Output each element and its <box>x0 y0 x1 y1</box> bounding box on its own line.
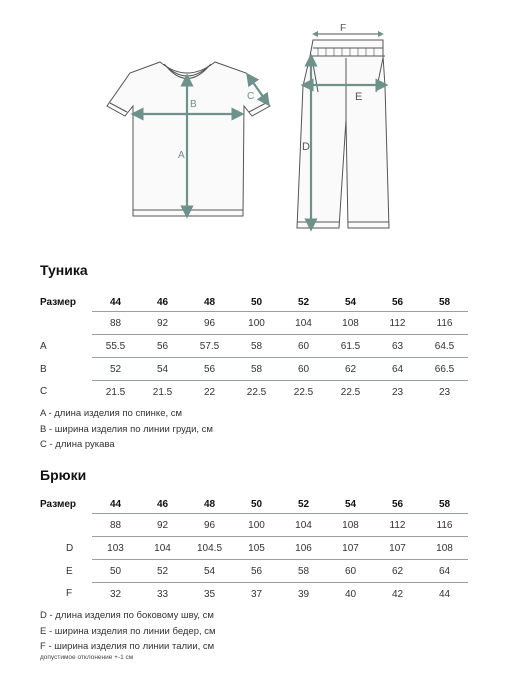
value-cell: 96 <box>186 514 233 537</box>
size-cell: 48 <box>186 293 233 312</box>
value-cell: 35 <box>203 588 216 600</box>
value-cell: 23 <box>391 386 404 398</box>
value-cell: 55.5 <box>92 335 139 358</box>
tolerance-note: допустимое отклонение +-1 см <box>40 654 134 661</box>
value-cell: 64 <box>421 560 468 583</box>
value-cell: 56 <box>186 358 233 381</box>
row-label: C <box>40 386 48 398</box>
pants-label-f: F <box>340 23 347 34</box>
value-cell: 64 <box>374 358 421 381</box>
size-cell: 48 <box>186 495 233 514</box>
legend-item: C - длина рукава <box>40 439 115 450</box>
legend-item: B - ширина изделия по линии груди, см <box>40 423 213 435</box>
table-row <box>40 358 468 381</box>
tunic-label-b: B <box>190 99 197 110</box>
row-label <box>40 514 92 537</box>
legend-item: E - ширина изделия по линии бедер, см <box>40 625 216 637</box>
value-cell: 52 <box>92 358 139 381</box>
pants-legend <box>40 608 216 655</box>
value-cell: 108 <box>327 514 374 537</box>
value-cell: 104.5 <box>186 537 233 560</box>
table-row <box>40 312 468 335</box>
value-cell: 61.5 <box>327 335 374 358</box>
value-cell: 21.5 <box>105 386 126 398</box>
legend-item: D - длина изделия по боковому шву, см <box>40 610 214 621</box>
size-cell: 46 <box>139 495 186 514</box>
row-label: A <box>40 340 47 352</box>
size-cell: 54 <box>327 293 374 312</box>
pants-size-table <box>40 495 468 605</box>
value-cell: 107 <box>374 537 421 560</box>
value-cell: 60 <box>280 335 327 358</box>
row-label: F <box>66 588 73 600</box>
value-cell: 112 <box>374 514 421 537</box>
value-cell: 60 <box>327 560 374 583</box>
tunic-title: Туника <box>40 262 88 278</box>
value-cell: 60 <box>280 358 327 381</box>
pants-label-d: D <box>302 141 310 153</box>
value-cell: 96 <box>186 312 233 335</box>
value-cell: 66.5 <box>421 358 468 381</box>
size-cell: 50 <box>233 495 280 514</box>
table-row <box>40 335 468 358</box>
table-header-label: Размер <box>40 296 77 308</box>
legend-item: A - длина изделия по спинке, см <box>40 408 183 419</box>
value-cell: 22.5 <box>246 386 267 398</box>
value-cell: 22 <box>203 386 216 398</box>
table-row <box>40 583 468 606</box>
size-cell: 54 <box>327 495 374 514</box>
value-cell: 56 <box>139 335 186 358</box>
value-cell: 88 <box>92 514 139 537</box>
value-cell: 39 <box>297 588 310 600</box>
pants-label-e: E <box>355 91 363 103</box>
tunic-legend <box>40 406 213 453</box>
size-cell: 46 <box>139 293 186 312</box>
size-cell: 56 <box>374 495 421 514</box>
value-cell: 40 <box>344 588 357 600</box>
value-cell: 116 <box>421 312 468 335</box>
value-cell: 58 <box>233 358 280 381</box>
value-cell: 105 <box>233 537 280 560</box>
value-cell: 103 <box>92 537 139 560</box>
value-cell: 33 <box>156 588 169 600</box>
value-cell: 57.5 <box>186 335 233 358</box>
value-cell: 92 <box>139 514 186 537</box>
size-cell: 52 <box>280 495 327 514</box>
table-header-label: Размер <box>40 498 77 510</box>
tunic-label-c: C <box>247 91 255 102</box>
value-cell: 54 <box>186 560 233 583</box>
value-cell: 56 <box>233 560 280 583</box>
size-cell: 50 <box>233 293 280 312</box>
table-row <box>40 514 468 537</box>
value-cell: 44 <box>438 588 451 600</box>
tunic-label-a: A <box>178 150 185 161</box>
value-cell: 104 <box>139 537 186 560</box>
garment-illustration <box>0 0 512 250</box>
value-cell: 62 <box>327 358 374 381</box>
value-cell: 106 <box>280 537 327 560</box>
value-cell: 64.5 <box>421 335 468 358</box>
size-cell: 44 <box>92 293 139 312</box>
value-cell: 58 <box>233 335 280 358</box>
value-cell: 63 <box>374 335 421 358</box>
value-cell: 21.5 <box>152 386 173 398</box>
size-cell: 44 <box>92 495 139 514</box>
size-cell: 52 <box>280 293 327 312</box>
value-cell: 58 <box>280 560 327 583</box>
table-row <box>40 560 468 583</box>
value-cell: 104 <box>280 312 327 335</box>
value-cell: 100 <box>233 312 280 335</box>
table-row <box>40 293 468 312</box>
tunic-size-table <box>40 293 468 403</box>
table-row <box>40 381 468 404</box>
value-cell: 104 <box>280 514 327 537</box>
value-cell: 50 <box>92 560 139 583</box>
value-cell: 22.5 <box>340 386 361 398</box>
size-cell: 56 <box>374 293 421 312</box>
tunic-drawing <box>107 62 270 216</box>
value-cell: 42 <box>391 588 404 600</box>
value-cell: 22.5 <box>293 386 314 398</box>
size-cell: 58 <box>421 495 468 514</box>
value-cell: 107 <box>327 537 374 560</box>
value-cell: 108 <box>421 537 468 560</box>
pants-title: Брюки <box>40 467 87 483</box>
table-row <box>40 537 468 560</box>
value-cell: 100 <box>233 514 280 537</box>
size-cell: 58 <box>421 293 468 312</box>
value-cell: 32 <box>109 588 122 600</box>
row-label: D <box>66 542 74 554</box>
value-cell: 37 <box>250 588 263 600</box>
value-cell: 23 <box>438 386 451 398</box>
row-label: B <box>40 363 47 375</box>
legend-item: F - ширина изделия по линии талии, см <box>40 641 215 652</box>
value-cell: 112 <box>374 312 421 335</box>
value-cell: 88 <box>92 312 139 335</box>
value-cell: 108 <box>327 312 374 335</box>
value-cell: 116 <box>421 514 468 537</box>
value-cell: 52 <box>139 560 186 583</box>
value-cell: 54 <box>139 358 186 381</box>
value-cell: 62 <box>374 560 421 583</box>
row-label: E <box>66 565 73 577</box>
table-row <box>40 495 468 514</box>
value-cell: 92 <box>139 312 186 335</box>
row-label <box>40 312 92 335</box>
